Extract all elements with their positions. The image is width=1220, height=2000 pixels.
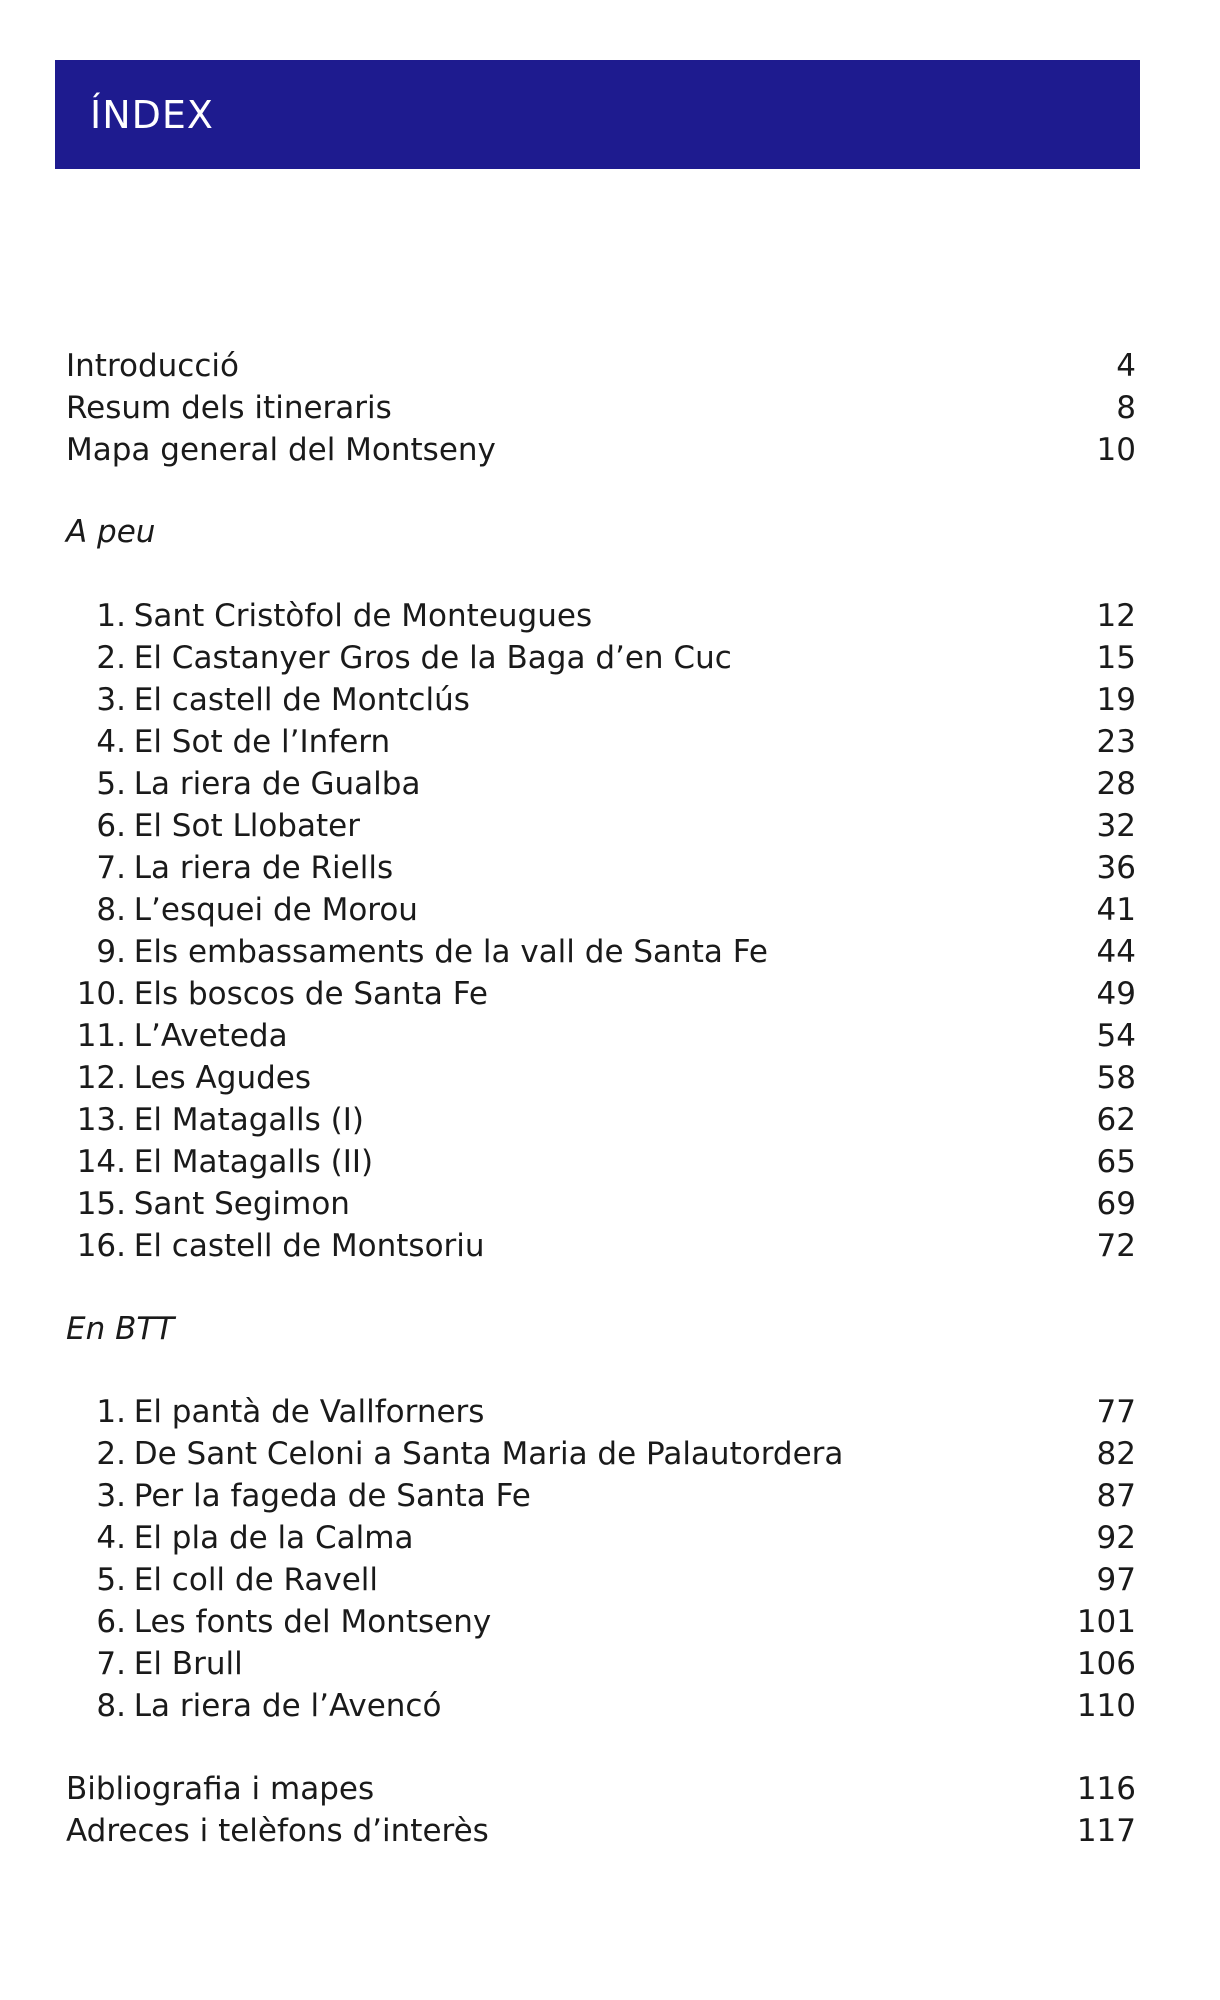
toc-entry-number: 1. [96,598,126,634]
toc-entry-page: 12 [1096,598,1136,634]
toc-entry [66,1517,1136,1559]
toc-entry [66,1643,1136,1685]
toc-entry [66,429,1136,471]
toc-entry-page: 65 [1096,1144,1136,1180]
toc-entry-title: Adreces i telèfons d’interès [66,1813,489,1849]
toc-entry-page: 82 [1096,1436,1136,1472]
toc-entry-title: El coll de Ravell [133,1562,378,1598]
toc-entry-title: El castell de Montsoriu [133,1228,485,1264]
toc-entry-page: 92 [1096,1520,1136,1556]
toc-entry [66,1685,1136,1727]
toc-entry-number: 6. [96,1604,126,1640]
toc-entry-number: 10. [76,976,126,1012]
toc-entry-title: L’esquei de Morou [133,892,418,928]
section-title-en-btt: En BTT [66,1311,175,1347]
page-title: ÍNDEX [90,92,214,137]
toc-entry [66,763,1136,805]
toc-entry [66,387,1136,429]
toc-entry-page: 116 [1076,1771,1136,1807]
toc-entry [66,1099,1136,1141]
toc-entry [66,679,1136,721]
toc-entry [66,973,1136,1015]
toc-entry-number: 4. [96,1520,126,1556]
toc-entry-page: 72 [1096,1228,1136,1264]
toc-entry-page: 49 [1096,976,1136,1012]
toc-entry-number: 3. [96,682,126,718]
toc-entry-number: 1. [96,1394,126,1430]
toc-entry-number: 7. [96,1646,126,1682]
toc-entry-number: 15. [76,1186,126,1222]
toc-entry-number: 8. [96,1688,126,1724]
toc-entry [66,1141,1136,1183]
toc-entry-title: La riera de Riells [133,850,394,886]
toc-entry-page: 97 [1096,1562,1136,1598]
toc-entry-page: 101 [1076,1604,1136,1640]
toc-entry-title: Per la fageda de Santa Fe [133,1478,531,1514]
toc-entry-title: El Brull [133,1646,243,1682]
toc-entry [66,1015,1136,1057]
toc-entry [66,847,1136,889]
toc-section-a-peu [66,595,1136,1267]
toc-entry-page: 10 [1096,432,1136,468]
toc-entry-page: 8 [1116,390,1136,426]
toc-entry-number: 7. [96,850,126,886]
toc-entry-title: El pla de la Calma [133,1520,414,1556]
toc-entry-number: 14. [76,1144,126,1180]
toc-entry-title: El Castanyer Gros de la Baga d’en Cuc [133,640,732,676]
toc-entry-page: 23 [1096,724,1136,760]
toc-entry [66,1391,1136,1433]
toc-entry-title: Sant Segimon [133,1186,350,1222]
toc-entry-title: Bibliografia i mapes [66,1771,375,1807]
toc-closing-list [66,1768,1136,1852]
toc-entry-number: 8. [96,892,126,928]
toc-entry-page: 62 [1096,1102,1136,1138]
toc-entry-page: 77 [1096,1394,1136,1430]
toc-entry-title: El Sot de l’Infern [133,724,391,760]
toc-entry-page: 58 [1096,1060,1136,1096]
toc-entry [66,805,1136,847]
toc-section-en-btt [66,1391,1136,1727]
toc-entry-title: Mapa general del Montseny [66,432,496,468]
toc-entry-number: 3. [96,1478,126,1514]
toc-entry-title: El pantà de Vallforners [133,1394,485,1430]
toc-entry [66,345,1136,387]
toc-entry-number: 5. [96,1562,126,1598]
toc-entry-title: Les fonts del Montseny [133,1604,492,1640]
toc-entry-page: 106 [1076,1646,1136,1682]
toc-entry-page: 41 [1096,892,1136,928]
toc-entry [66,1601,1136,1643]
toc-entry-page: 44 [1096,934,1136,970]
toc-entry-number: 5. [96,766,126,802]
toc-entry [66,721,1136,763]
toc-entry-number: 12. [76,1060,126,1096]
toc-entry-page: 36 [1096,850,1136,886]
toc-entry-title: El castell de Montclús [133,682,470,718]
toc-entry [66,1225,1136,1267]
toc-entry-title: Les Agudes [133,1060,311,1096]
toc-entry-page: 54 [1096,1018,1136,1054]
toc-entry-title: L’Aveteda [133,1018,288,1054]
toc-entry-title: El Sot Llobater [133,808,360,844]
toc-entry-title: El Matagalls (I) [133,1102,364,1138]
toc-entry-title: Els embassaments de la vall de Santa Fe [133,934,768,970]
toc-entry [66,889,1136,931]
toc-entry-title: Introducció [66,348,239,384]
toc-entry-title: Sant Cristòfol de Monteugues [133,598,593,634]
toc-entry [66,595,1136,637]
toc-entry-page: 117 [1076,1813,1136,1849]
toc-entry [66,1475,1136,1517]
toc-entry-title: La riera de Gualba [133,766,421,802]
toc-intro-list [66,345,1136,471]
toc-entry-page: 19 [1096,682,1136,718]
toc-entry-number: 9. [96,934,126,970]
toc-entry-number: 4. [96,724,126,760]
toc-entry-page: 69 [1096,1186,1136,1222]
toc-entry [66,1433,1136,1475]
toc-entry-number: 2. [96,640,126,676]
toc-entry-page: 110 [1076,1688,1136,1724]
toc-entry-number: 6. [96,808,126,844]
toc-entry-page: 32 [1096,808,1136,844]
toc-entry-number: 13. [76,1102,126,1138]
toc-entry [66,1559,1136,1601]
toc-entry-number: 16. [76,1228,126,1264]
toc-entry-title: El Matagalls (II) [133,1144,374,1180]
toc-entry [66,1057,1136,1099]
toc-entry-page: 4 [1116,348,1136,384]
toc-entry [66,637,1136,679]
index-header [55,60,1140,169]
toc-entry [66,1183,1136,1225]
toc-entry [66,931,1136,973]
section-title-a-peu: A peu [66,514,156,550]
toc-entry-title: La riera de l’Avencó [133,1688,442,1724]
toc-entry-page: 87 [1096,1478,1136,1514]
toc-entry-number: 11. [76,1018,126,1054]
toc-entry-page: 15 [1096,640,1136,676]
toc-entry [66,1768,1136,1810]
toc-entry [66,1810,1136,1852]
toc-entry-title: Resum dels itineraris [66,390,392,426]
toc-entry-title: De Sant Celoni a Santa Maria de Palautordera [133,1436,844,1472]
toc-entry-page: 28 [1096,766,1136,802]
toc-entry-number: 2. [96,1436,126,1472]
toc-entry-title: Els boscos de Santa Fe [133,976,488,1012]
